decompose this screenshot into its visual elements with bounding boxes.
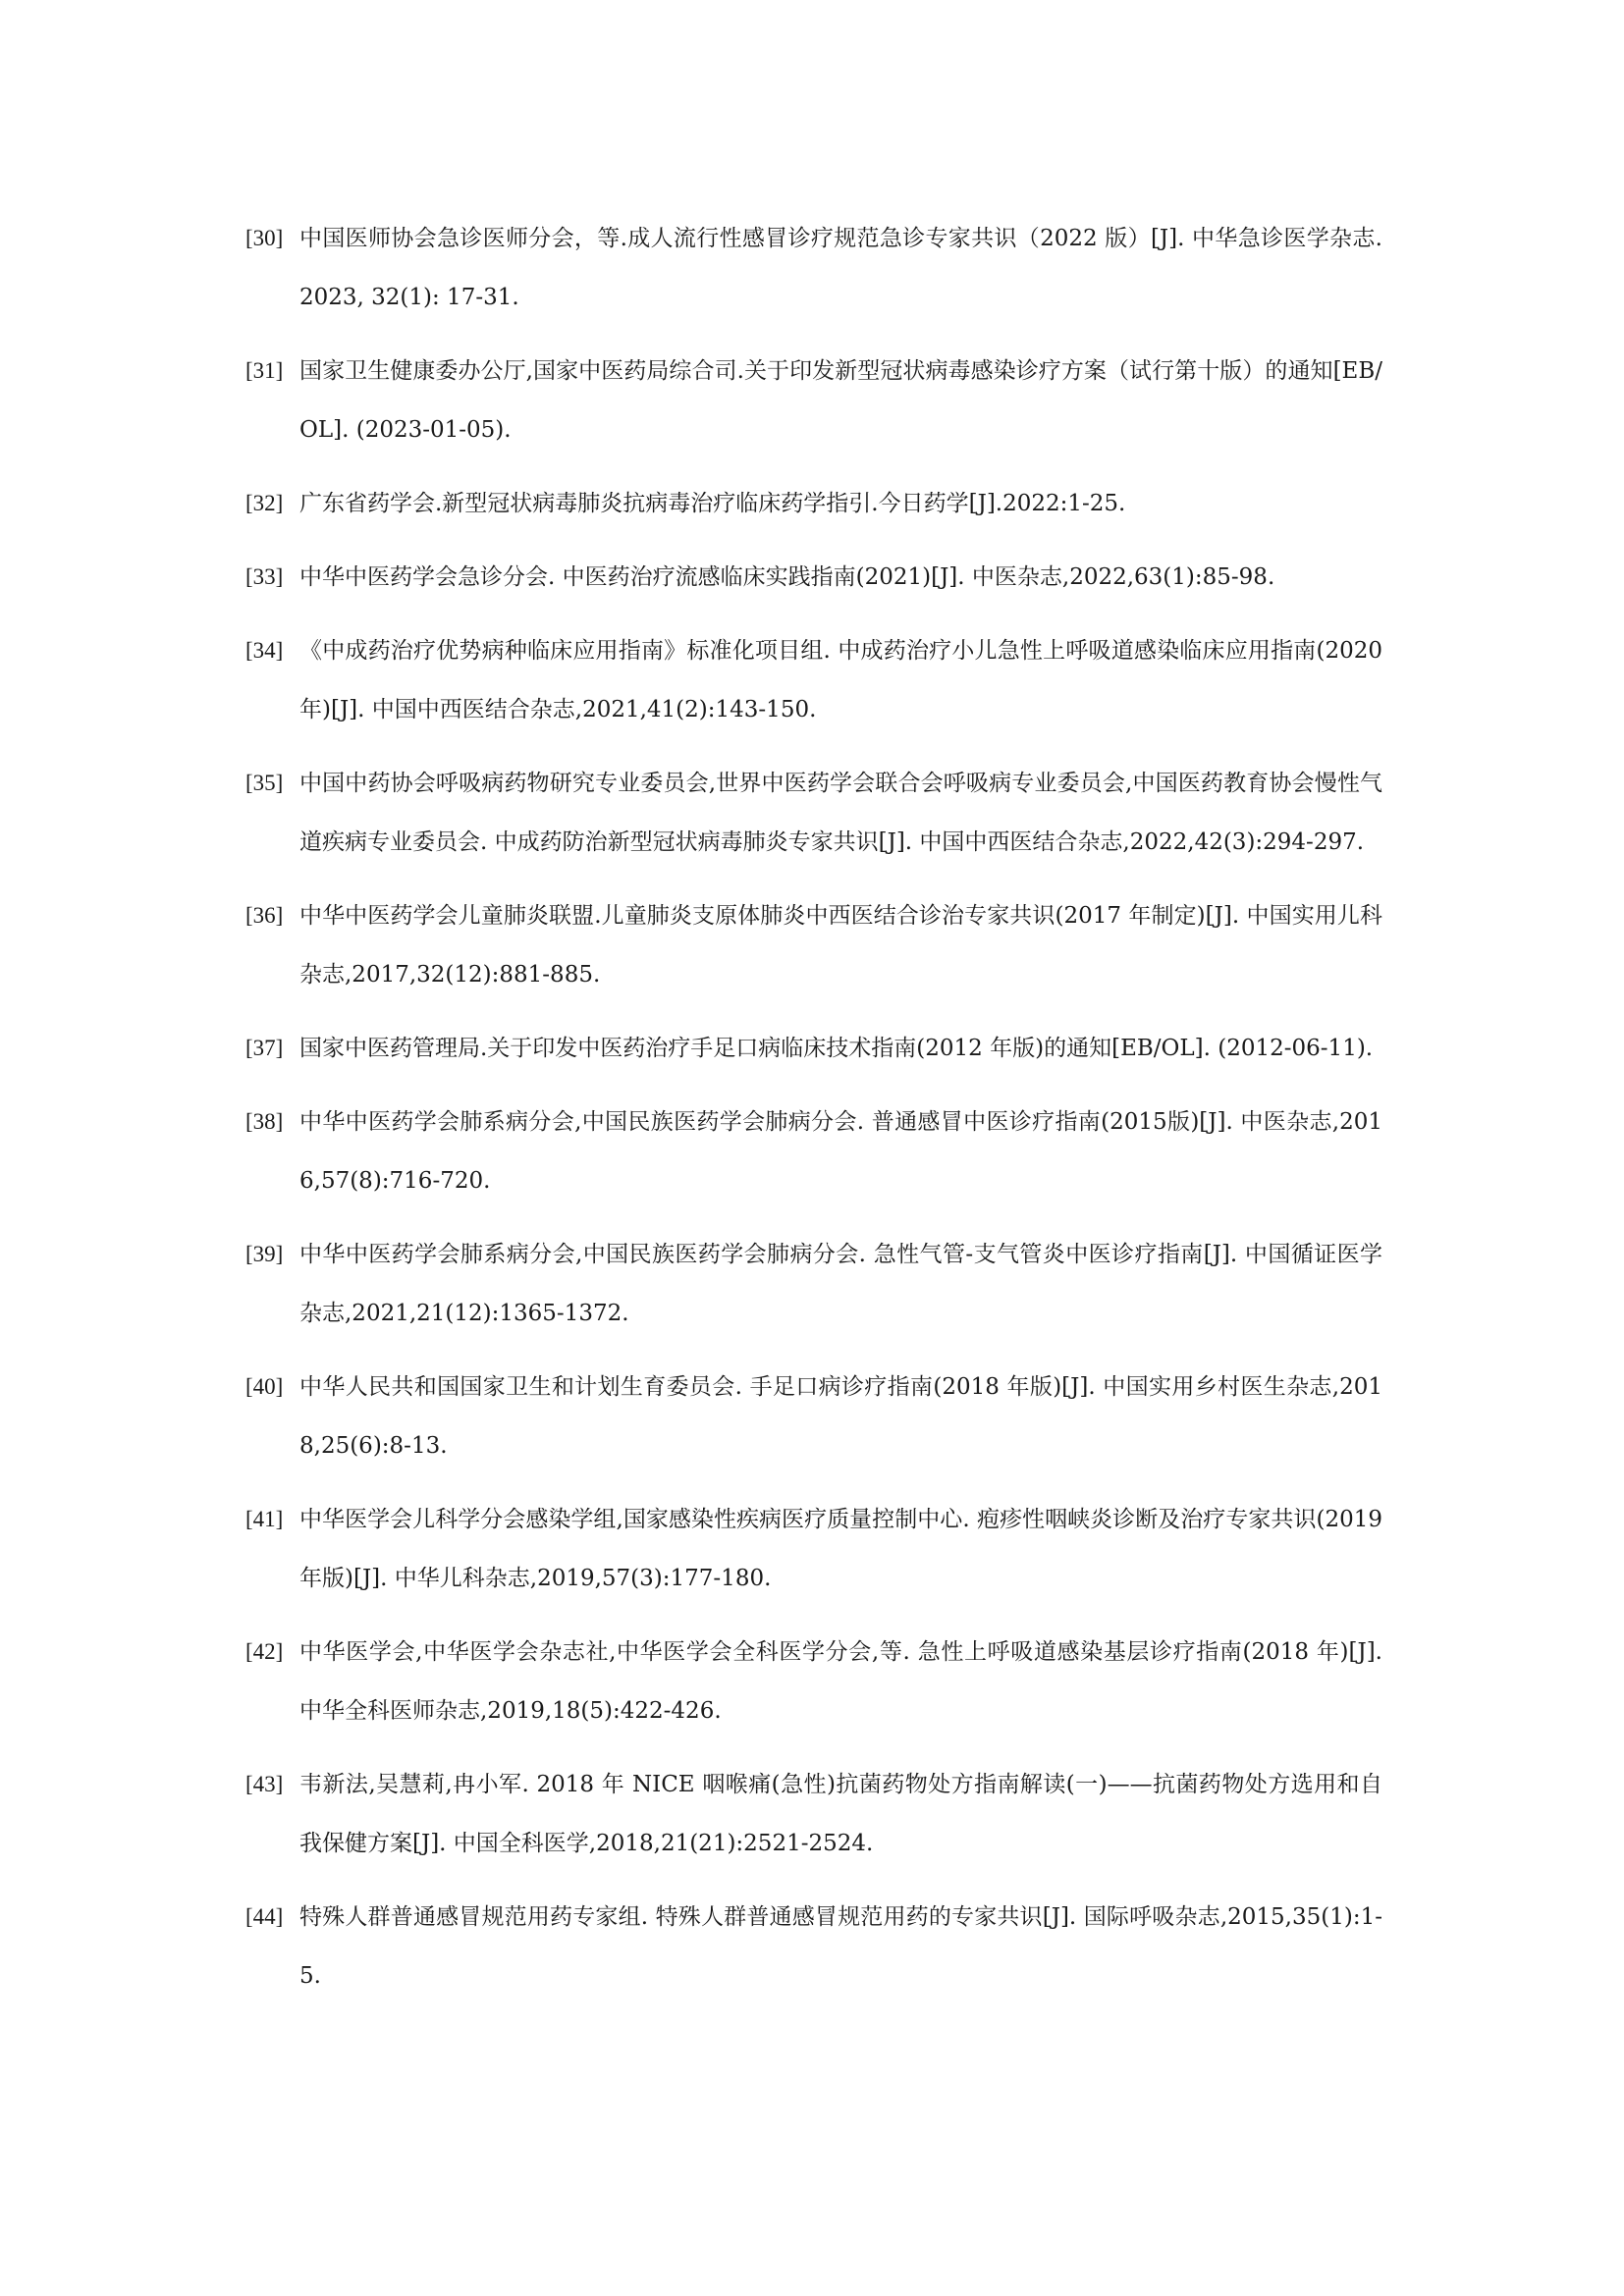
reference-item [245, 754, 1382, 872]
reference-number: [32] [245, 491, 284, 515]
reference-number: [38] [245, 1109, 284, 1134]
reference-number: [34] [245, 638, 284, 663]
reference-text: 韦新法,吴慧莉,冉小军. 2018 年 NICE 咽喉痛(急性)抗菌药物处方指南解读(一)——抗菌药物处方选用和自我保健方案[J]. 中国全科医学,2018,21(21):2521-2524. [299, 1772, 1382, 1856]
reference-item [245, 342, 1382, 459]
reference-number: [31] [245, 358, 284, 383]
reference-item [245, 1358, 1382, 1475]
reference-item [245, 621, 1382, 739]
reference-number: [39] [245, 1242, 284, 1266]
reference-text: 中国医师协会急诊医师分会，等.成人流行性感冒诊疗规范急诊专家共识（2022 版）[J]. 中华急诊医学杂志. 2023, 32(1): 17-31. [299, 226, 1382, 310]
reference-item [245, 886, 1382, 1004]
reference-text: 广东省药学会.新型冠状病毒肺炎抗病毒治疗临床药学指引.今日药学[J].2022:1-25. [299, 491, 1126, 516]
reference-number: [30] [245, 226, 284, 250]
reference-text: 中华中医药学会肺系病分会,中国民族医药学会肺病分会. 普通感冒中医诊疗指南(2015版)[J]. 中医杂志,2016,57(8):716-720. [299, 1109, 1382, 1194]
reference-number: [42] [245, 1639, 284, 1664]
reference-item [245, 474, 1382, 533]
reference-item [245, 1093, 1382, 1210]
reference-number: [37] [245, 1036, 284, 1060]
reference-item [245, 1225, 1382, 1343]
reference-number: [43] [245, 1772, 284, 1796]
reference-number: [35] [245, 771, 284, 795]
reference-number: [44] [245, 1904, 284, 1929]
reference-text: 《中成药治疗优势病种临床应用指南》标准化项目组. 中成药治疗小儿急性上呼吸道感染临床应用指南(2020 年)[J]. 中国中西医结合杂志,2021,41(2):143-150. [299, 638, 1382, 722]
reference-text: 中华中医药学会急诊分会. 中医药治疗流感临床实践指南(2021)[J]. 中医杂志,2022,63(1):85-98. [299, 564, 1275, 590]
reference-item [245, 209, 1382, 327]
reference-text: 中华医学会儿科学分会感染学组,国家感染性疾病医疗质量控制中心. 疱疹性咽峡炎诊断及治疗专家共识(2019 年版)[J]. 中华儿科杂志,2019,57(3):177-180. [299, 1507, 1382, 1591]
reference-number: [40] [245, 1374, 284, 1399]
reference-item [245, 1019, 1382, 1078]
reference-text: 国家卫生健康委办公厅,国家中医药局综合司.关于印发新型冠状病毒感染诊疗方案（试行第十版）的通知[EB/OL]. (2023-01-05). [299, 358, 1382, 443]
reference-text: 国家中医药管理局.关于印发中医药治疗手足口病临床技术指南(2012 年版)的通知[EB/OL]. (2012-06-11). [299, 1036, 1374, 1061]
reference-item [245, 1623, 1382, 1740]
reference-number: [33] [245, 564, 284, 589]
reference-list [245, 209, 1382, 2020]
reference-text: 中国中药协会呼吸病药物研究专业委员会,世界中医药学会联合会呼吸病专业委员会,中国医药教育协会慢性气道疾病专业委员会. 中成药防治新型冠状病毒肺炎专家共识[J]. 中国中西医结合杂志,2022,42(3):294-297. [299, 771, 1382, 855]
reference-text: 中华中医药学会肺系病分会,中国民族医药学会肺病分会. 急性气管-支气管炎中医诊疗指南[J]. 中国循证医学杂志,2021,21(12):1365-1372. [299, 1242, 1382, 1326]
reference-number: [41] [245, 1507, 284, 1531]
reference-text: 中华中医药学会儿童肺炎联盟.儿童肺炎支原体肺炎中西医结合诊治专家共识(2017 年制定)[J]. 中国实用儿科杂志,2017,32(12):881-885. [299, 903, 1382, 988]
reference-item [245, 1888, 1382, 2005]
reference-number: [36] [245, 903, 284, 928]
reference-text: 中华人民共和国国家卫生和计划生育委员会. 手足口病诊疗指南(2018 年版)[J]. 中国实用乡村医生杂志,2018,25(6):8-13. [299, 1374, 1382, 1459]
reference-item [245, 1755, 1382, 1873]
reference-item [245, 548, 1382, 607]
reference-text: 特殊人群普通感冒规范用药专家组. 特殊人群普通感冒规范用药的专家共识[J]. 国际呼吸杂志,2015,35(1):1-5. [299, 1904, 1382, 1989]
reference-text: 中华医学会,中华医学会杂志社,中华医学会全科医学分会,等. 急性上呼吸道感染基层诊疗指南(2018 年)[J]. 中华全科医师杂志,2019,18(5):422-426. [299, 1639, 1382, 1724]
reference-item [245, 1490, 1382, 1608]
